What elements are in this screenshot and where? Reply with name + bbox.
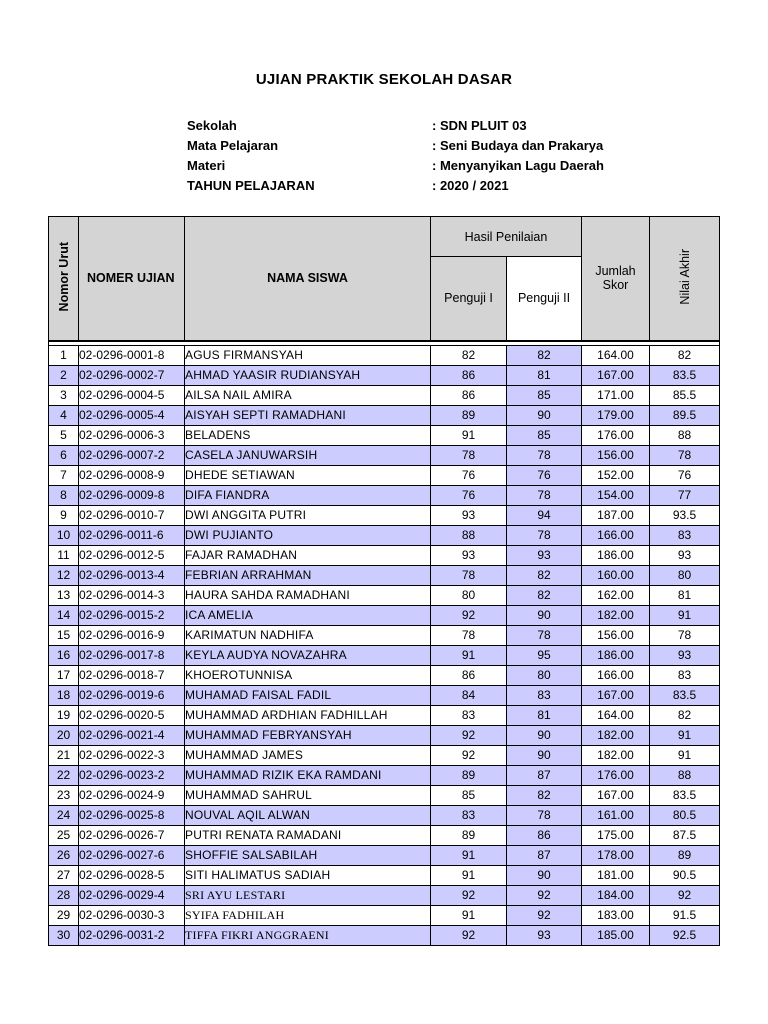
score-penguji-1: 93 bbox=[431, 545, 507, 565]
row-number: 28 bbox=[49, 885, 79, 905]
score-penguji-1: 91 bbox=[431, 845, 507, 865]
row-number: 1 bbox=[49, 345, 79, 365]
exam-number: 02-0296-0031-2 bbox=[79, 925, 185, 945]
table-row bbox=[49, 545, 720, 565]
final-score: 80.5 bbox=[650, 805, 720, 825]
total-score: 186.00 bbox=[582, 545, 650, 565]
score-penguji-2: 85 bbox=[507, 385, 582, 405]
score-penguji-1: 78 bbox=[431, 565, 507, 585]
exam-number: 02-0296-0002-7 bbox=[79, 365, 185, 385]
exam-number: 02-0296-0006-3 bbox=[79, 425, 185, 445]
score-penguji-2: 82 bbox=[507, 565, 582, 585]
student-name: AGUS FIRMANSYAH bbox=[185, 345, 431, 365]
total-score: 161.00 bbox=[582, 805, 650, 825]
row-number: 14 bbox=[49, 605, 79, 625]
exam-number: 02-0296-0027-6 bbox=[79, 845, 185, 865]
table-row bbox=[49, 565, 720, 585]
table-row bbox=[49, 845, 720, 865]
score-penguji-1: 92 bbox=[431, 885, 507, 905]
final-score: 91 bbox=[650, 745, 720, 765]
exam-number: 02-0296-0029-4 bbox=[79, 885, 185, 905]
total-score: 175.00 bbox=[582, 825, 650, 845]
table-row bbox=[49, 805, 720, 825]
info-row bbox=[187, 136, 667, 156]
score-penguji-1: 92 bbox=[431, 605, 507, 625]
table-row bbox=[49, 505, 720, 525]
row-number: 23 bbox=[49, 785, 79, 805]
final-score: 85.5 bbox=[650, 385, 720, 405]
row-number: 3 bbox=[49, 385, 79, 405]
row-number: 18 bbox=[49, 685, 79, 705]
row-number: 13 bbox=[49, 585, 79, 605]
table-row bbox=[49, 445, 720, 465]
exam-number: 02-0296-0030-3 bbox=[79, 905, 185, 925]
info-row bbox=[187, 176, 667, 196]
exam-number: 02-0296-0026-7 bbox=[79, 825, 185, 845]
header-nomer-ujian: NOMER UJIAN bbox=[79, 217, 185, 341]
exam-number: 02-0296-0018-7 bbox=[79, 665, 185, 685]
student-name: MUHAMMAD RIZIK EKA RAMDANI bbox=[185, 765, 431, 785]
row-number: 22 bbox=[49, 765, 79, 785]
student-name: AHMAD YAASIR RUDIANSYAH bbox=[185, 365, 431, 385]
table-row bbox=[49, 705, 720, 725]
score-penguji-1: 92 bbox=[431, 925, 507, 945]
final-score: 80 bbox=[650, 565, 720, 585]
table-row bbox=[49, 665, 720, 685]
score-penguji-1: 92 bbox=[431, 745, 507, 765]
final-score: 89 bbox=[650, 845, 720, 865]
table-row bbox=[49, 345, 720, 365]
header-penguji-2: Penguji II bbox=[507, 257, 582, 341]
total-score: 171.00 bbox=[582, 385, 650, 405]
table-row bbox=[49, 605, 720, 625]
final-score: 83 bbox=[650, 665, 720, 685]
row-number: 7 bbox=[49, 465, 79, 485]
score-penguji-2: 86 bbox=[507, 825, 582, 845]
row-number: 8 bbox=[49, 485, 79, 505]
total-score: 178.00 bbox=[582, 845, 650, 865]
exam-number: 02-0296-0014-3 bbox=[79, 585, 185, 605]
table-row bbox=[49, 905, 720, 925]
score-penguji-2: 93 bbox=[507, 545, 582, 565]
score-penguji-2: 78 bbox=[507, 525, 582, 545]
score-penguji-1: 85 bbox=[431, 785, 507, 805]
row-number: 2 bbox=[49, 365, 79, 385]
row-number: 16 bbox=[49, 645, 79, 665]
score-penguji-2: 85 bbox=[507, 425, 582, 445]
table-row bbox=[49, 685, 720, 705]
student-name: DIFA FIANDRA bbox=[185, 485, 431, 505]
row-number: 9 bbox=[49, 505, 79, 525]
score-penguji-2: 87 bbox=[507, 765, 582, 785]
exam-number: 02-0296-0009-8 bbox=[79, 485, 185, 505]
total-score: 167.00 bbox=[582, 365, 650, 385]
row-number: 10 bbox=[49, 525, 79, 545]
score-penguji-2: 82 bbox=[507, 585, 582, 605]
score-penguji-2: 90 bbox=[507, 865, 582, 885]
score-penguji-2: 78 bbox=[507, 625, 582, 645]
total-score: 152.00 bbox=[582, 465, 650, 485]
info-label-tahun-pelajaran: TAHUN PELAJARAN bbox=[187, 178, 315, 193]
total-score: 162.00 bbox=[582, 585, 650, 605]
table-row bbox=[49, 425, 720, 445]
table-row bbox=[49, 485, 720, 505]
row-number: 6 bbox=[49, 445, 79, 465]
header-penguji-1: Penguji I bbox=[431, 257, 507, 341]
student-name: CASELA JANUWARSIH bbox=[185, 445, 431, 465]
table-row bbox=[49, 785, 720, 805]
score-penguji-2: 81 bbox=[507, 365, 582, 385]
table-row bbox=[49, 865, 720, 885]
student-name: MUHAMMAD FEBRYANSYAH bbox=[185, 725, 431, 745]
final-score: 77 bbox=[650, 485, 720, 505]
score-penguji-1: 78 bbox=[431, 445, 507, 465]
header-jumlah-skor: Jumlah Skor bbox=[582, 217, 650, 341]
table-row bbox=[49, 645, 720, 665]
table-row bbox=[49, 625, 720, 645]
total-score: 182.00 bbox=[582, 605, 650, 625]
row-number: 21 bbox=[49, 745, 79, 765]
exam-number: 02-0296-0013-4 bbox=[79, 565, 185, 585]
score-penguji-2: 81 bbox=[507, 705, 582, 725]
exam-number: 02-0296-0012-5 bbox=[79, 545, 185, 565]
total-score: 166.00 bbox=[582, 525, 650, 545]
final-score: 81 bbox=[650, 585, 720, 605]
exam-number: 02-0296-0023-2 bbox=[79, 765, 185, 785]
info-label-mata-pelajaran: Mata Pelajaran bbox=[187, 138, 279, 153]
exam-number: 02-0296-0001-8 bbox=[79, 345, 185, 365]
row-number: 20 bbox=[49, 725, 79, 745]
score-penguji-1: 88 bbox=[431, 525, 507, 545]
header-nama-siswa: NAMA SISWA bbox=[185, 217, 431, 341]
table-row bbox=[49, 765, 720, 785]
final-score: 92.5 bbox=[650, 925, 720, 945]
student-name: MUHAMMAD SAHRUL bbox=[185, 785, 431, 805]
score-penguji-2: 95 bbox=[507, 645, 582, 665]
total-score: 185.00 bbox=[582, 925, 650, 945]
total-score: 179.00 bbox=[582, 405, 650, 425]
student-name: MUHAMMAD ARDHIAN FADHILLAH bbox=[185, 705, 431, 725]
info-label-materi: Materi bbox=[187, 158, 226, 173]
total-score: 186.00 bbox=[582, 645, 650, 665]
exam-number: 02-0296-0021-4 bbox=[79, 725, 185, 745]
student-name: PUTRI RENATA RAMADANI bbox=[185, 825, 431, 845]
score-penguji-2: 94 bbox=[507, 505, 582, 525]
student-name: SHOFFIE SALSABILAH bbox=[185, 845, 431, 865]
final-score: 87.5 bbox=[650, 825, 720, 845]
info-row bbox=[187, 116, 667, 136]
score-penguji-1: 86 bbox=[431, 385, 507, 405]
student-name: SRI AYU LESTARI bbox=[185, 885, 431, 905]
final-score: 93 bbox=[650, 545, 720, 565]
row-number: 24 bbox=[49, 805, 79, 825]
score-penguji-2: 82 bbox=[507, 345, 582, 365]
info-row bbox=[187, 156, 667, 176]
student-name: KARIMATUN NADHIFA bbox=[185, 625, 431, 645]
info-value-tahun-pelajaran: : 2020 / 2021 bbox=[432, 178, 509, 193]
table-row bbox=[49, 885, 720, 905]
score-penguji-1: 86 bbox=[431, 665, 507, 685]
final-score: 91 bbox=[650, 725, 720, 745]
score-penguji-2: 80 bbox=[507, 665, 582, 685]
total-score: 181.00 bbox=[582, 865, 650, 885]
score-penguji-2: 90 bbox=[507, 745, 582, 765]
final-score: 91 bbox=[650, 605, 720, 625]
student-name: BELADENS bbox=[185, 425, 431, 445]
score-penguji-1: 91 bbox=[431, 865, 507, 885]
score-penguji-1: 82 bbox=[431, 345, 507, 365]
row-number: 12 bbox=[49, 565, 79, 585]
header-nomor-urut-label: Nomor Urut bbox=[56, 242, 71, 312]
score-penguji-1: 84 bbox=[431, 685, 507, 705]
exam-number: 02-0296-0007-2 bbox=[79, 445, 185, 465]
exam-number: 02-0296-0022-3 bbox=[79, 745, 185, 765]
final-score: 91.5 bbox=[650, 905, 720, 925]
exam-number: 02-0296-0016-9 bbox=[79, 625, 185, 645]
row-number: 19 bbox=[49, 705, 79, 725]
total-score: 160.00 bbox=[582, 565, 650, 585]
student-name: AILSA NAIL AMIRA bbox=[185, 385, 431, 405]
exam-number: 02-0296-0008-9 bbox=[79, 465, 185, 485]
header-hasil-penilaian: Hasil Penilaian bbox=[431, 217, 582, 257]
total-score: 167.00 bbox=[582, 785, 650, 805]
score-penguji-2: 82 bbox=[507, 785, 582, 805]
header-nomor-urut bbox=[49, 217, 79, 341]
total-score: 156.00 bbox=[582, 445, 650, 465]
info-value-materi: : Menyanyikan Lagu Daerah bbox=[432, 158, 604, 173]
exam-number: 02-0296-0010-7 bbox=[79, 505, 185, 525]
final-score: 83 bbox=[650, 525, 720, 545]
student-name: TIFFA FIKRI ANGGRAENI bbox=[185, 925, 431, 945]
info-label-sekolah: Sekolah bbox=[187, 118, 237, 133]
total-score: 187.00 bbox=[582, 505, 650, 525]
row-number: 27 bbox=[49, 865, 79, 885]
final-score: 82 bbox=[650, 705, 720, 725]
score-penguji-1: 83 bbox=[431, 705, 507, 725]
total-score: 176.00 bbox=[582, 765, 650, 785]
table-row bbox=[49, 725, 720, 745]
score-penguji-1: 76 bbox=[431, 465, 507, 485]
final-score: 88 bbox=[650, 425, 720, 445]
final-score: 90.5 bbox=[650, 865, 720, 885]
score-penguji-2: 92 bbox=[507, 885, 582, 905]
student-name: DHEDE SETIAWAN bbox=[185, 465, 431, 485]
student-name: FEBRIAN ARRAHMAN bbox=[185, 565, 431, 585]
total-score: 176.00 bbox=[582, 425, 650, 445]
row-number: 30 bbox=[49, 925, 79, 945]
final-score: 83.5 bbox=[650, 685, 720, 705]
table-row bbox=[49, 745, 720, 765]
final-score: 78 bbox=[650, 625, 720, 645]
row-number: 5 bbox=[49, 425, 79, 445]
student-name: KEYLA AUDYA NOVAZAHRA bbox=[185, 645, 431, 665]
student-name: KHOEROTUNNISA bbox=[185, 665, 431, 685]
total-score: 167.00 bbox=[582, 685, 650, 705]
student-name: NOUVAL AQIL ALWAN bbox=[185, 805, 431, 825]
student-name: DWI PUJIANTO bbox=[185, 525, 431, 545]
student-name: MUHAMMAD JAMES bbox=[185, 745, 431, 765]
exam-info bbox=[187, 116, 667, 196]
table-row bbox=[49, 385, 720, 405]
exam-number: 02-0296-0015-2 bbox=[79, 605, 185, 625]
header-nilai-akhir-label: Nilai Akhir bbox=[677, 248, 692, 305]
total-score: 182.00 bbox=[582, 725, 650, 745]
score-penguji-1: 93 bbox=[431, 505, 507, 525]
info-value-sekolah: : SDN PLUIT 03 bbox=[432, 118, 527, 133]
score-penguji-1: 92 bbox=[431, 725, 507, 745]
total-score: 154.00 bbox=[582, 485, 650, 505]
score-penguji-2: 83 bbox=[507, 685, 582, 705]
exam-number: 02-0296-0017-8 bbox=[79, 645, 185, 665]
final-score: 88 bbox=[650, 765, 720, 785]
score-penguji-1: 89 bbox=[431, 405, 507, 425]
student-name: FAJAR RAMADHAN bbox=[185, 545, 431, 565]
student-name: DWI ANGGITA PUTRI bbox=[185, 505, 431, 525]
exam-number: 02-0296-0011-6 bbox=[79, 525, 185, 545]
info-value-mata-pelajaran: : Seni Budaya dan Prakarya bbox=[432, 138, 604, 153]
row-number: 29 bbox=[49, 905, 79, 925]
exam-number: 02-0296-0004-5 bbox=[79, 385, 185, 405]
score-penguji-1: 86 bbox=[431, 365, 507, 385]
score-penguji-1: 91 bbox=[431, 645, 507, 665]
student-name: SYIFA FADHILAH bbox=[185, 905, 431, 925]
row-number: 26 bbox=[49, 845, 79, 865]
score-penguji-2: 90 bbox=[507, 405, 582, 425]
exam-number: 02-0296-0005-4 bbox=[79, 405, 185, 425]
final-score: 93.5 bbox=[650, 505, 720, 525]
row-number: 15 bbox=[49, 625, 79, 645]
score-penguji-2: 87 bbox=[507, 845, 582, 865]
total-score: 182.00 bbox=[582, 745, 650, 765]
score-penguji-1: 78 bbox=[431, 625, 507, 645]
score-penguji-1: 89 bbox=[431, 765, 507, 785]
final-score: 93 bbox=[650, 645, 720, 665]
table-row bbox=[49, 925, 720, 945]
row-number: 25 bbox=[49, 825, 79, 845]
score-penguji-1: 91 bbox=[431, 905, 507, 925]
student-name: ICA AMELIA bbox=[185, 605, 431, 625]
total-score: 164.00 bbox=[582, 345, 650, 365]
score-penguji-2: 90 bbox=[507, 605, 582, 625]
table-row bbox=[49, 465, 720, 485]
total-score: 184.00 bbox=[582, 885, 650, 905]
score-penguji-2: 76 bbox=[507, 465, 582, 485]
score-penguji-2: 78 bbox=[507, 805, 582, 825]
table-row bbox=[49, 405, 720, 425]
score-table bbox=[48, 216, 720, 946]
score-penguji-2: 90 bbox=[507, 725, 582, 745]
total-score: 164.00 bbox=[582, 705, 650, 725]
row-number: 4 bbox=[49, 405, 79, 425]
score-penguji-1: 91 bbox=[431, 425, 507, 445]
score-penguji-1: 83 bbox=[431, 805, 507, 825]
exam-number: 02-0296-0024-9 bbox=[79, 785, 185, 805]
table-row bbox=[49, 585, 720, 605]
total-score: 166.00 bbox=[582, 665, 650, 685]
score-penguji-2: 78 bbox=[507, 445, 582, 465]
table-row bbox=[49, 525, 720, 545]
page-title: UJIAN PRAKTIK SEKOLAH DASAR bbox=[255, 71, 513, 88]
table-row bbox=[49, 825, 720, 845]
total-score: 156.00 bbox=[582, 625, 650, 645]
score-penguji-2: 78 bbox=[507, 485, 582, 505]
score-penguji-2: 92 bbox=[507, 905, 582, 925]
final-score: 83.5 bbox=[650, 365, 720, 385]
score-penguji-2: 93 bbox=[507, 925, 582, 945]
row-number: 11 bbox=[49, 545, 79, 565]
final-score: 89.5 bbox=[650, 405, 720, 425]
exam-number: 02-0296-0020-5 bbox=[79, 705, 185, 725]
student-name: AISYAH SEPTI RAMADHANI bbox=[185, 405, 431, 425]
final-score: 78 bbox=[650, 445, 720, 465]
score-rows bbox=[49, 345, 720, 945]
score-penguji-1: 89 bbox=[431, 825, 507, 845]
exam-number: 02-0296-0025-8 bbox=[79, 805, 185, 825]
exam-number: 02-0296-0028-5 bbox=[79, 865, 185, 885]
final-score: 83.5 bbox=[650, 785, 720, 805]
final-score: 92 bbox=[650, 885, 720, 905]
score-penguji-1: 76 bbox=[431, 485, 507, 505]
student-name: HAURA SAHDA RAMADHANI bbox=[185, 585, 431, 605]
exam-number: 02-0296-0019-6 bbox=[79, 685, 185, 705]
student-name: SITI HALIMATUS SADIAH bbox=[185, 865, 431, 885]
final-score: 82 bbox=[650, 345, 720, 365]
total-score: 183.00 bbox=[582, 905, 650, 925]
table-row bbox=[49, 365, 720, 385]
header-nilai-akhir bbox=[650, 217, 720, 341]
student-name: MUHAMAD FAISAL FADIL bbox=[185, 685, 431, 705]
score-penguji-1: 80 bbox=[431, 585, 507, 605]
row-number: 17 bbox=[49, 665, 79, 685]
final-score: 76 bbox=[650, 465, 720, 485]
